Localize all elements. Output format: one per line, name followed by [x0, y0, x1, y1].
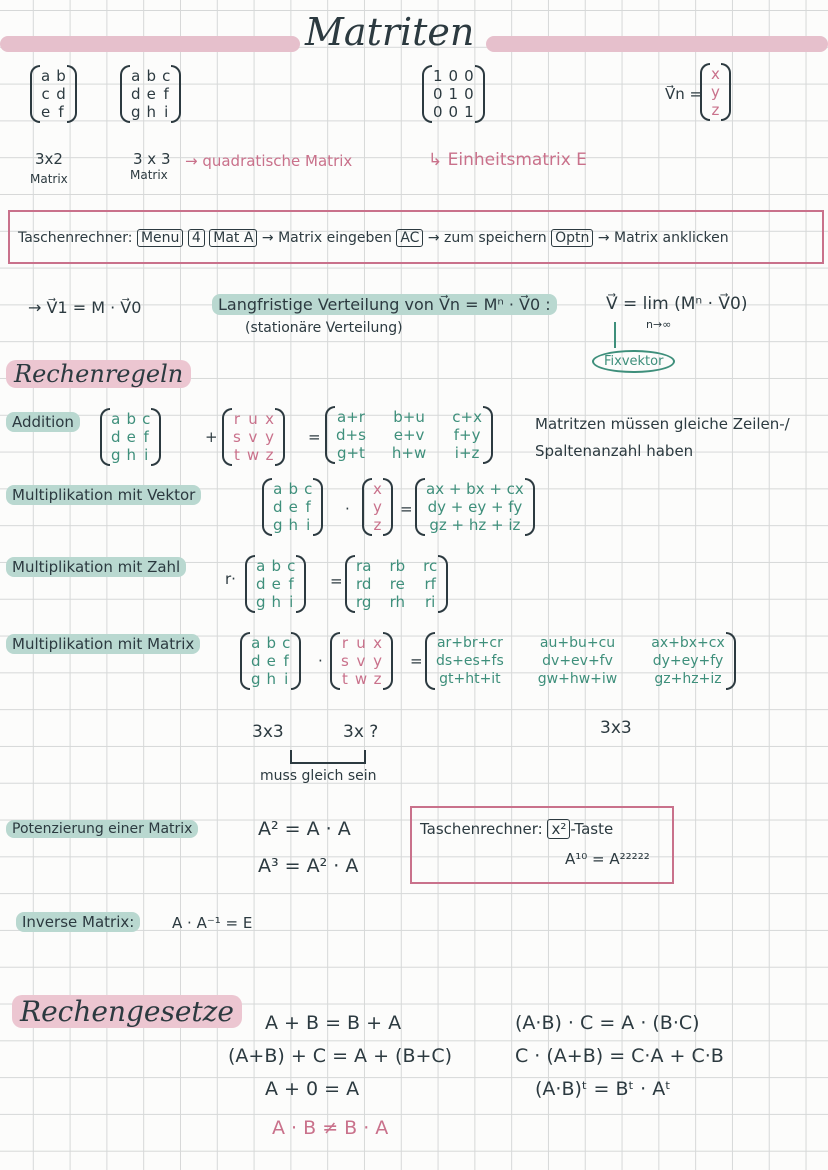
matrix-cell: a+r — [336, 408, 365, 426]
matrix-cell: c — [162, 67, 171, 85]
matrix-cell: ax+bx+cx — [651, 635, 725, 651]
scalar-factor: r· — [225, 570, 236, 588]
matrix-cell: z — [265, 446, 274, 464]
matrix-cell: e — [288, 498, 298, 516]
matrix-cell: a — [41, 67, 51, 85]
matrix-cell: gw+hw+iw — [537, 671, 618, 687]
stationary-note: (stationäre Verteilung) — [245, 320, 403, 336]
title-bar-left — [0, 36, 300, 52]
matrix-cell: c — [287, 557, 296, 575]
matrix-cell: ra — [356, 557, 372, 575]
matrix-cell: i — [306, 516, 311, 534]
matrix-cell: dy+ey+fy — [652, 653, 724, 669]
power-line-1: A² = A · A — [258, 818, 351, 840]
step-click: → Matrix anklicken — [597, 230, 729, 246]
matrix-cell: y — [711, 83, 720, 101]
power-example: A¹⁰ = A²²²²² — [565, 850, 650, 868]
dim-b: 3x ? — [343, 722, 379, 742]
matrix-cell: 0 — [464, 67, 474, 85]
matrix-a — [240, 632, 301, 690]
matrix-cell: c — [282, 634, 291, 652]
matrix-cell: g — [131, 103, 141, 121]
matrix-cell: b+u — [393, 408, 425, 426]
matrix-cell: i — [284, 670, 289, 688]
matrix-cell: x — [373, 480, 382, 498]
dot-sign: · — [318, 652, 323, 670]
matrix-cell: d — [56, 85, 66, 103]
key-menu: Menu — [137, 229, 183, 247]
matrix-cell: b — [288, 480, 299, 498]
sum-matrix — [325, 406, 493, 464]
laws-heading: Rechengesetze — [12, 995, 242, 1028]
matrix-cell: rb — [389, 557, 406, 575]
matrix-cell: a — [131, 67, 141, 85]
matrix-cell: c — [304, 480, 313, 498]
matrix-cell: e — [271, 575, 281, 593]
dot-sign: · — [345, 500, 350, 518]
matrix-cell: f+y — [453, 426, 481, 444]
matrix-cell: t — [341, 670, 348, 688]
calculator-label: Taschenrechner: — [18, 230, 133, 246]
matrix-cell: h — [126, 446, 137, 464]
matrix-cell: au+bu+cu — [539, 635, 616, 651]
equals-sign: = — [308, 428, 321, 446]
key-x-squared: x² — [547, 819, 570, 839]
matrix-cell: h+w — [391, 444, 427, 462]
matrix-b — [330, 632, 393, 690]
vn-label: V⃗n = — [665, 85, 703, 103]
key-4: 4 — [188, 229, 205, 247]
addition-note-1: Matritzen müssen gleiche Zeilen-/ — [535, 415, 790, 433]
matrix-cell: 0 — [448, 103, 459, 121]
matrix-cell: rd — [356, 575, 372, 593]
longterm-heading: Langfristige Verteilung von V⃗n = Mⁿ · V⃗0 : — [212, 294, 557, 315]
matrix-cell: d — [111, 428, 121, 446]
matrix-cell: y — [373, 498, 382, 516]
matrix-cell: d — [251, 652, 261, 670]
addition-label: Addition — [6, 412, 80, 432]
matrix-cell: ax + bx + cx — [426, 480, 524, 498]
addition-note-2: Spaltenanzahl haben — [535, 442, 694, 460]
matrix-cell: rg — [356, 593, 372, 611]
matrix-cell: z — [711, 101, 720, 119]
quadratic-note: → quadratische Matrix — [185, 152, 353, 170]
matrix-cell: h — [146, 103, 157, 121]
matrix-cell: ar+br+cr — [436, 635, 503, 651]
matrix-cell: 1 — [464, 103, 474, 121]
law-neutral: A + 0 = A — [265, 1078, 360, 1100]
law-transpose: (A·B)ᵗ = Bᵗ · Aᵗ — [535, 1078, 671, 1100]
matrix-cell: c+x — [452, 408, 482, 426]
matrix-cell: d+s — [336, 426, 366, 444]
step-enter: → Matrix eingeben — [261, 230, 392, 246]
matrix-cell: b — [266, 634, 277, 652]
matrix-cell: ds+es+fs — [436, 653, 504, 669]
matrix-cell: x — [373, 634, 382, 652]
scaled-matrix — [345, 555, 448, 613]
matrix-cell: f — [163, 85, 169, 103]
page-title: Matriten — [305, 10, 475, 54]
matrix-cell: x — [265, 410, 274, 428]
matrix-cell: f — [283, 652, 289, 670]
equals-sign: = — [330, 572, 343, 590]
dim-label: 3x2 — [35, 150, 63, 168]
key-ac: AC — [396, 229, 423, 247]
matrix-cell: i — [164, 103, 169, 121]
matrix-cell: dy + ey + fy — [427, 498, 523, 516]
matrix-cell: w — [354, 670, 368, 688]
matrix-cell: 0 — [448, 67, 459, 85]
matrix-cell: y — [265, 428, 274, 446]
matrix-a — [262, 478, 323, 536]
vector-mult-label: Multiplikation mit Vektor — [6, 485, 201, 505]
matrix-cell: ri — [425, 593, 436, 611]
arrow-down-icon — [614, 322, 616, 348]
matrix-3x2 — [30, 65, 77, 123]
matrix-3x3 — [120, 65, 181, 123]
calculator-instructions — [18, 230, 729, 246]
matrix-cell: e — [41, 103, 51, 121]
power-calculator-box — [410, 806, 674, 884]
matrix-cell: i — [289, 593, 294, 611]
matrix-cell: gz + hz + iz — [429, 516, 521, 534]
matrix-cell: dv+ev+fv — [542, 653, 613, 669]
key-suffix: -Taste — [570, 820, 614, 838]
inverse-formula: A · A⁻¹ = E — [172, 914, 253, 932]
scalar-mult-label: Multiplikation mit Zahl — [6, 557, 186, 577]
matrix-cell: g — [251, 670, 261, 688]
vector-xyz — [362, 478, 393, 536]
recursion-formula: → V⃗1 = M · V⃗0 — [28, 298, 142, 317]
matrix-cell: f — [288, 575, 294, 593]
inverse-label: Inverse Matrix: — [16, 912, 140, 932]
matrix-cell: r — [341, 634, 348, 652]
matrix-cell: rf — [424, 575, 436, 593]
matrix-cell: a — [251, 634, 261, 652]
matrix-cell: d — [256, 575, 266, 593]
matrix-mult-label: Multiplikation mit Matrix — [6, 634, 200, 654]
matrix-cell: f — [305, 498, 311, 516]
identity-note: ↳ Einheitsmatrix E — [428, 150, 587, 170]
matrix-cell: v — [356, 652, 366, 670]
power-label: Potenzierung einer Matrix — [6, 820, 198, 838]
matrix-cell: b — [146, 67, 157, 85]
matrix-cell: re — [389, 575, 405, 593]
matrix-cell: a — [273, 480, 283, 498]
matrix-a — [100, 408, 161, 466]
matrix-cell: gt+ht+it — [439, 671, 501, 687]
matrix-cell: b — [271, 557, 282, 575]
matrix-cell: d — [131, 85, 141, 103]
equals-sign: = — [410, 652, 423, 670]
vector-vn — [700, 63, 731, 121]
law-associative: (A+B) + C = A + (B+C) — [228, 1045, 453, 1067]
plus-sign: + — [205, 428, 218, 446]
matrix-cell: u — [248, 410, 258, 428]
matrix-cell: r — [233, 410, 240, 428]
matrix-cell: 1 — [448, 85, 459, 103]
must-equal-note: muss gleich sein — [260, 768, 377, 784]
vector-product — [415, 478, 535, 536]
matrix-cell: b — [126, 410, 137, 428]
matrix-cell: e — [266, 652, 276, 670]
matrix-b — [222, 408, 285, 466]
matrix-cell: s — [233, 428, 241, 446]
step-save: → zum speichern — [427, 230, 547, 246]
matrix-cell: a — [256, 557, 266, 575]
matrix-cell: g — [273, 516, 283, 534]
matrix-cell: u — [356, 634, 366, 652]
matrix-cell: i — [144, 446, 149, 464]
key-mat-a: Mat A — [209, 229, 257, 247]
matrix-cell: g — [111, 446, 121, 464]
matrix-cell: z — [373, 670, 382, 688]
power-calc-label: Taschenrechner: — [420, 820, 543, 838]
matrix-cell: e — [126, 428, 136, 446]
matrix-cell: z — [373, 516, 382, 534]
matrix-cell: c — [41, 85, 50, 103]
matrix-a — [245, 555, 306, 613]
dim-sub: Matrix — [130, 168, 168, 182]
matrix-cell: rh — [389, 593, 405, 611]
matrix-cell: h — [288, 516, 299, 534]
matrix-cell: t — [233, 446, 240, 464]
limit-formula: V⃗ = lim (Mⁿ · V⃗0) — [606, 294, 748, 314]
matrix-cell: a — [111, 410, 121, 428]
dim-a: 3x3 — [252, 722, 284, 742]
identity-matrix — [422, 65, 485, 123]
matrix-cell: d — [273, 498, 283, 516]
matrix-cell: 1 — [433, 67, 443, 85]
matrix-cell: rc — [423, 557, 438, 575]
dim-result: 3x3 — [600, 718, 632, 738]
matrix-cell: x — [711, 65, 720, 83]
law-commutative: A + B = B + A — [265, 1012, 402, 1034]
title-bar-right — [486, 36, 828, 52]
law-distributive: C · (A+B) = C·A + C·B — [515, 1045, 724, 1067]
equals-sign: = — [400, 500, 413, 518]
power-line-2: A³ = A² · A — [258, 855, 359, 877]
matrix-cell: e — [146, 85, 156, 103]
fixvector-label: Fixvektor — [592, 350, 675, 373]
matrix-cell: h — [266, 670, 277, 688]
product-matrix — [425, 632, 736, 690]
power-calc-text — [420, 820, 613, 838]
dim-label: 3 x 3 — [133, 150, 171, 168]
rules-heading: Rechenregeln — [6, 360, 191, 388]
matrix-cell: w — [246, 446, 260, 464]
bracket-arrow-icon — [290, 750, 366, 764]
matrix-cell: e+v — [393, 426, 425, 444]
matrix-cell: f — [58, 103, 64, 121]
matrix-cell: 0 — [433, 85, 443, 103]
matrix-cell: f — [143, 428, 149, 446]
key-optn: Optn — [551, 229, 593, 247]
matrix-cell: s — [341, 652, 349, 670]
matrix-cell: y — [373, 652, 382, 670]
matrix-cell: g — [256, 593, 266, 611]
matrix-cell: gz+hz+iz — [654, 671, 722, 687]
law-mult-associative: (A·B) · C = A · (B·C) — [515, 1012, 700, 1034]
matrix-cell: v — [248, 428, 258, 446]
matrix-cell: 0 — [464, 85, 474, 103]
dim-sub: Matrix — [30, 172, 68, 186]
matrix-cell: c — [142, 410, 151, 428]
matrix-cell: 0 — [433, 103, 443, 121]
matrix-cell: g+t — [336, 444, 365, 462]
matrix-cell: b — [56, 67, 66, 85]
matrix-cell: i+z — [454, 444, 480, 462]
limit-subscript: n→∞ — [646, 318, 672, 331]
matrix-cell: h — [271, 593, 282, 611]
law-not-commutative: A · B ≠ B · A — [272, 1117, 389, 1139]
